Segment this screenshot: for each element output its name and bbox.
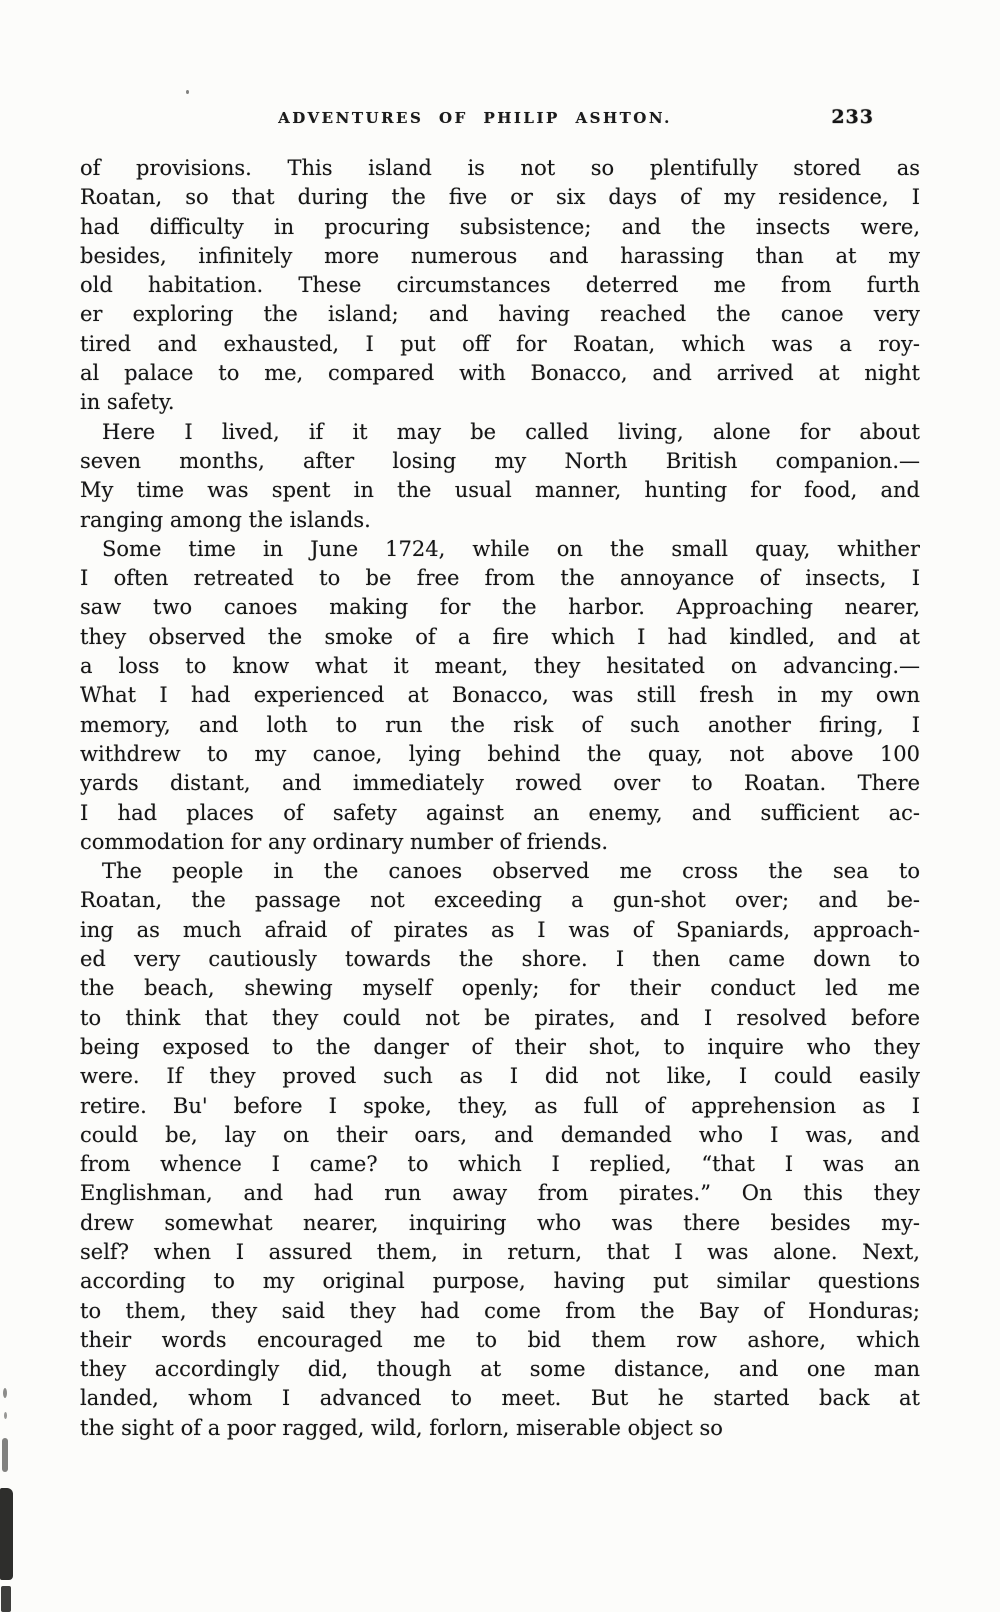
- text-line: al palace to me, compared with Bonacco, and arrived at night: [80, 361, 920, 386]
- text-line: Englishman, and had run away from pirates.” On this they: [80, 1181, 920, 1206]
- text-line: they observed the smoke of a fire which I had kindled, and at: [80, 624, 920, 649]
- text-line: What I had experienced at Bonacco, was still fresh in my own: [80, 683, 920, 708]
- text-line: being exposed to the danger of their shot, to inquire who they: [80, 1034, 920, 1059]
- text-line: had difficulty in procuring subsistence; and the insects were,: [80, 214, 920, 239]
- text-line: besides, infinitely more numerous and harassing than at my: [80, 243, 920, 268]
- scan-artifact: [1, 1586, 11, 1612]
- text-line: tired and exhausted, I put off for Roatan, which was a roy-: [80, 331, 920, 356]
- page-body: [80, 154, 920, 1443]
- text-line: the beach, shewing myself openly; for their conduct led me: [80, 976, 920, 1001]
- page-number: 233: [831, 106, 874, 128]
- text-line: retire. Bu' before I spoke, they, as full of apprehension as I: [80, 1093, 920, 1118]
- paragraph: [80, 154, 920, 418]
- text-line: old habitation. These circumstances deterred me from furth: [80, 273, 920, 298]
- text-line: er exploring the island; and having reached the canoe very: [80, 302, 920, 327]
- scan-artifact: [0, 1488, 13, 1580]
- text-line: ing as much afraid of pirates as I was of Spaniards, approach-: [80, 917, 920, 942]
- text-line: self? when I assured them, in return, that I was alone. Next,: [80, 1239, 920, 1264]
- text-line: drew somewhat nearer, inquiring who was there besides my-: [80, 1210, 920, 1235]
- text-line: the sight of a poor ragged, wild, forlorn, miserable object so: [80, 1415, 723, 1440]
- scan-artifact: [186, 90, 189, 94]
- running-title: ADVENTURES OF PHILIP ASHTON.: [278, 109, 672, 127]
- text-line: yards distant, and immediately rowed over to Roatan. There: [80, 771, 920, 796]
- text-column: [80, 106, 920, 1443]
- text-line: withdrew to my canoe, lying behind the quay, not above 100: [80, 741, 920, 766]
- text-line: My time was spent in the usual manner, hunting for food, and: [80, 478, 920, 503]
- text-line: I had places of safety against an enemy, and sufficient ac-: [80, 800, 920, 825]
- text-line: saw two canoes making for the harbor. Approaching nearer,: [80, 595, 920, 620]
- text-line: their words encouraged me to bid them row ashore, which: [80, 1327, 920, 1352]
- text-line: in safety.: [80, 390, 175, 415]
- scan-artifact: [3, 1388, 7, 1398]
- text-line: a loss to know what it meant, they hesitated on advancing.—: [80, 654, 920, 679]
- text-line: from whence I came? to which I replied, “that I was an: [80, 1152, 920, 1177]
- text-line: memory, and loth to run the risk of such another firing, I: [80, 712, 920, 737]
- text-line: seven months, after losing my North British companion.—: [80, 448, 920, 473]
- text-line: ranging among the islands.: [80, 507, 371, 532]
- paragraph: [80, 857, 920, 1443]
- scan-artifact: [4, 1412, 7, 1419]
- text-line: according to my original purpose, having put similar questions: [80, 1269, 920, 1294]
- text-line: Here I lived, if it may be called living, alone for about: [102, 419, 920, 444]
- paragraph: [80, 418, 920, 535]
- text-line: landed, whom I advanced to meet. But he started back at: [80, 1386, 920, 1411]
- paragraph: [80, 535, 920, 857]
- text-line: to think that they could not be pirates, and I resolved before: [80, 1005, 920, 1030]
- text-line: to them, they said they had come from the Bay of Honduras;: [80, 1298, 920, 1323]
- text-line: Roatan, so that during the five or six days of my residence, I: [80, 185, 920, 210]
- text-line: ed very cautiously towards the shore. I then came down to: [80, 947, 920, 972]
- running-head: [80, 106, 920, 128]
- text-line: were. If they proved such as I did not like, I could easily: [80, 1064, 920, 1089]
- text-line: Some time in June 1724, while on the small quay, whither: [102, 536, 920, 561]
- scan-artifact: [2, 1438, 8, 1472]
- text-line: could be, lay on their oars, and demanded who I was, and: [80, 1122, 920, 1147]
- text-line: I often retreated to be free from the annoyance of insects, I: [80, 566, 920, 591]
- text-line: The people in the canoes observed me cross the sea to: [102, 859, 920, 884]
- text-line: commodation for any ordinary number of friends.: [80, 829, 609, 854]
- text-line: Roatan, the passage not exceeding a gun-shot over; and be-: [80, 888, 920, 913]
- text-line: of provisions. This island is not so plentifully stored as: [80, 156, 920, 180]
- text-line: they accordingly did, though at some distance, and one man: [80, 1357, 920, 1382]
